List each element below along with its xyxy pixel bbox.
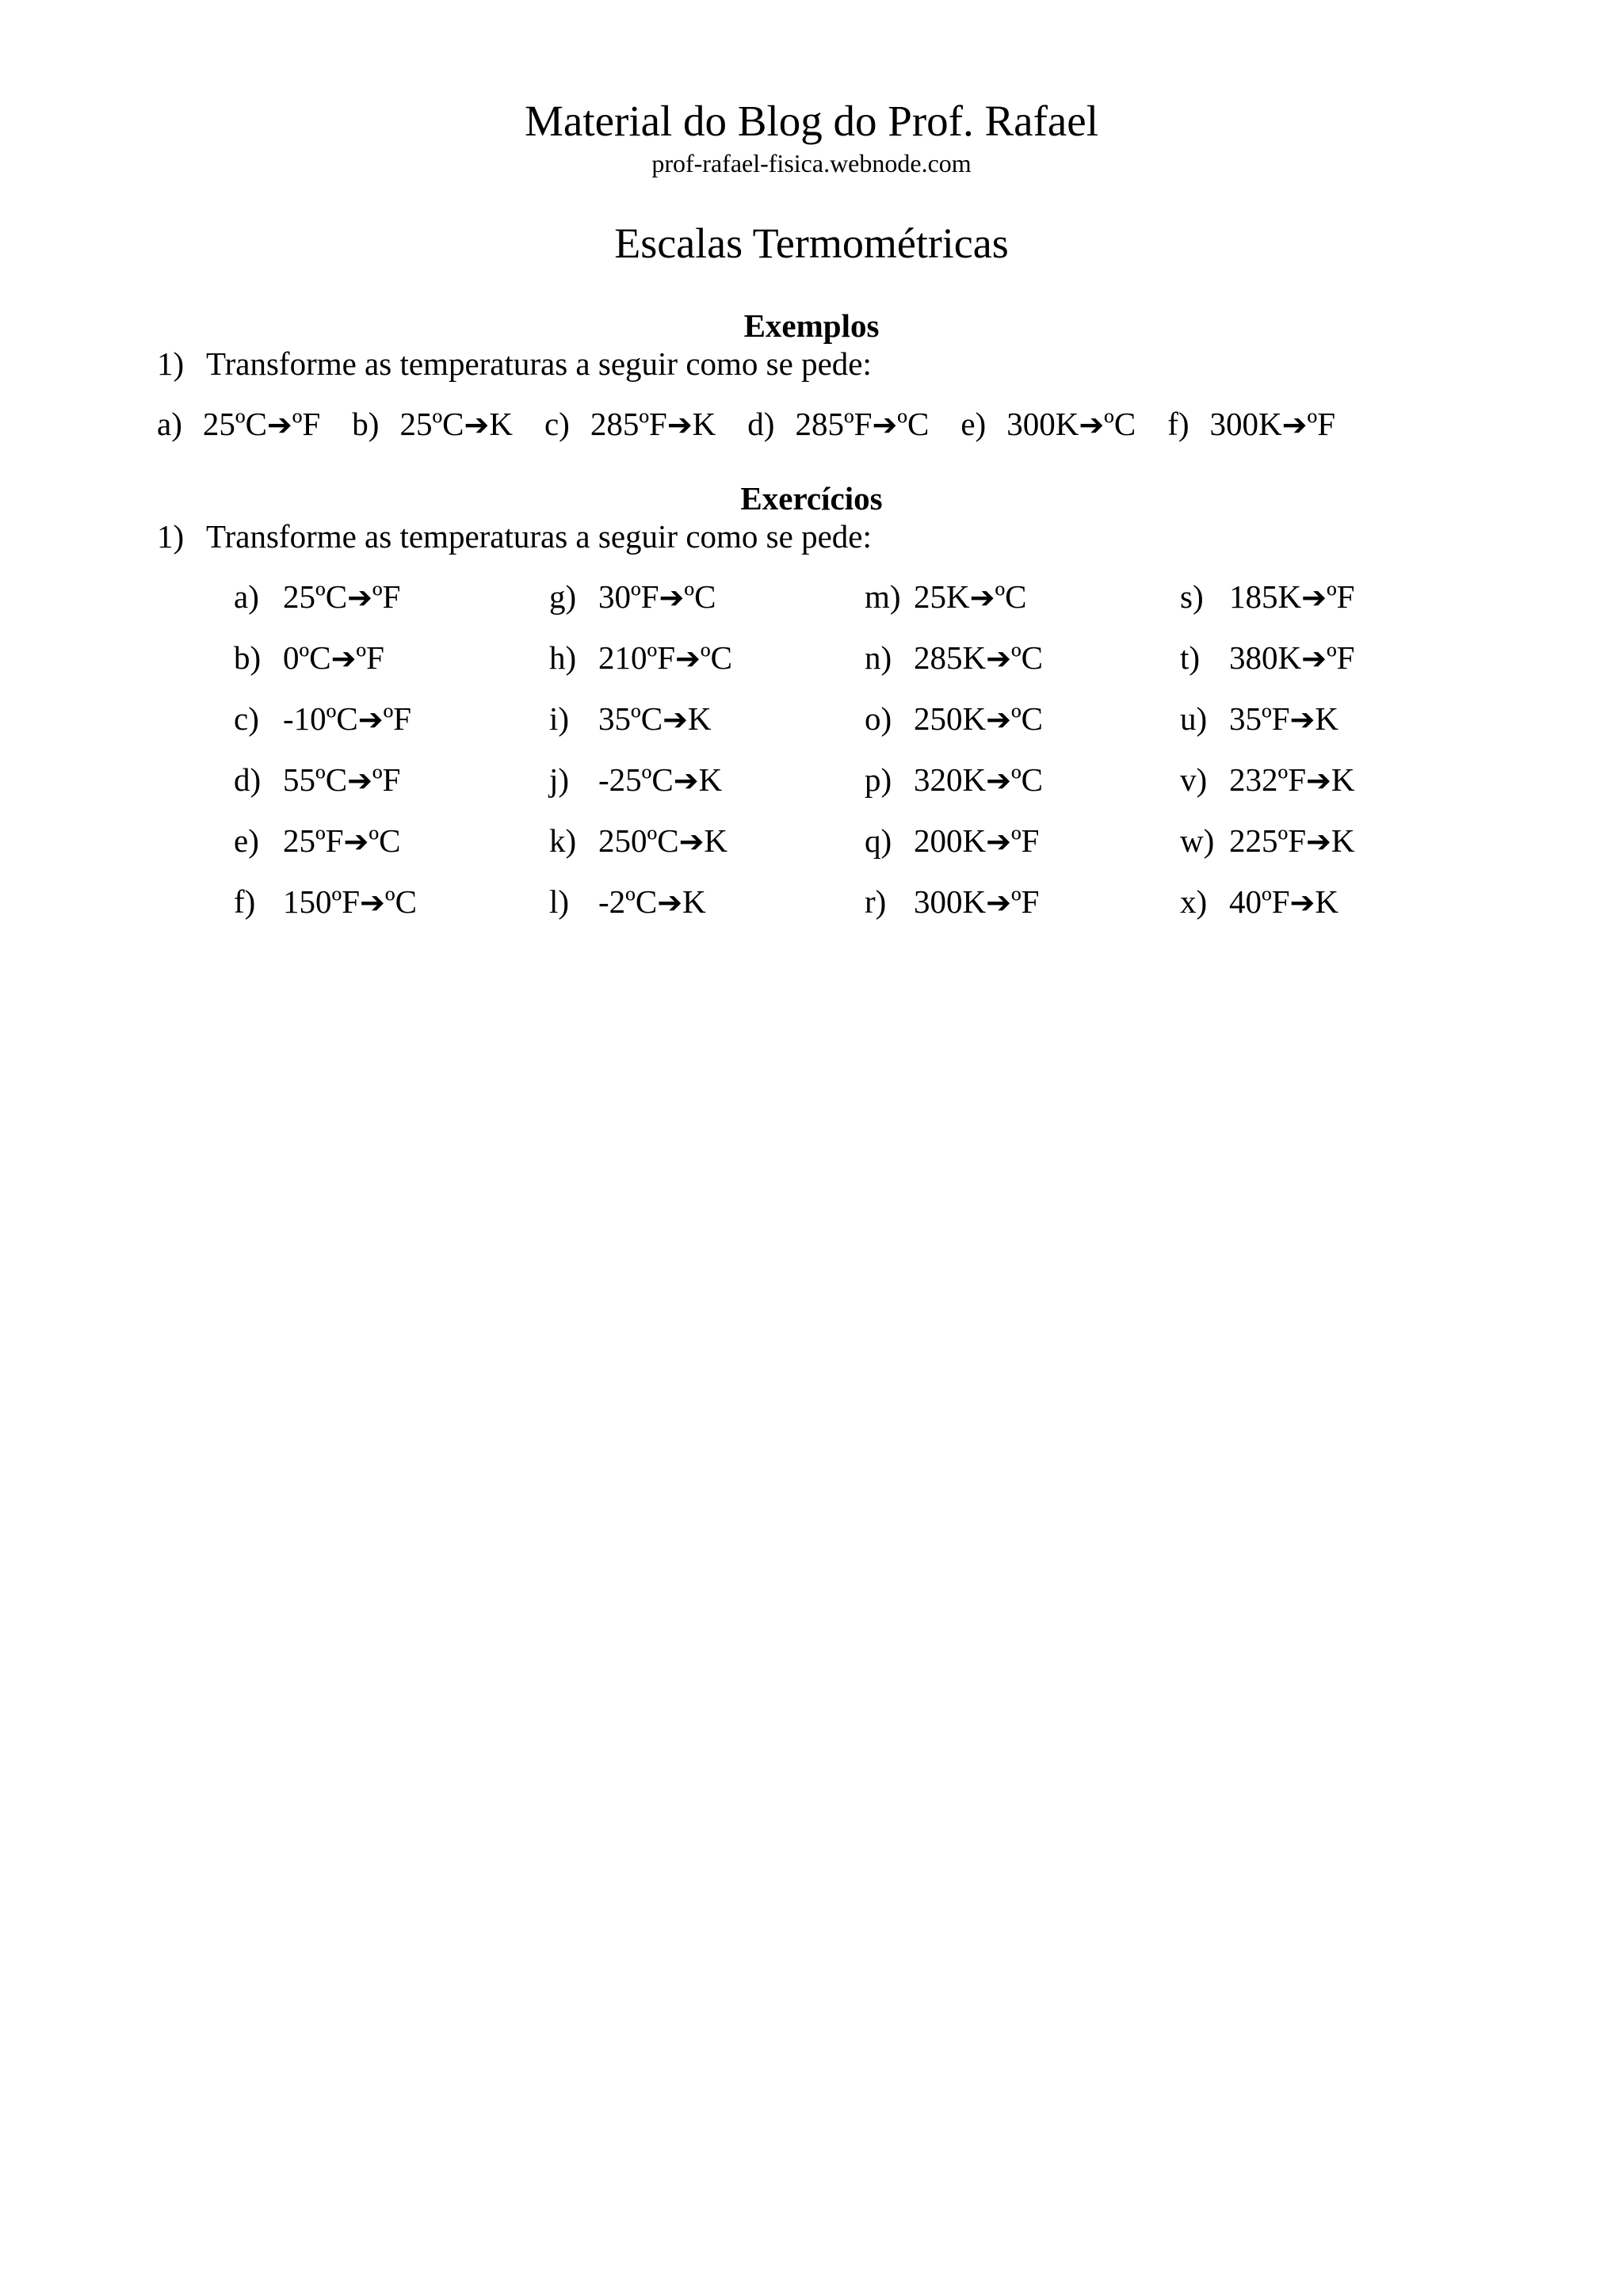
arrow-right-icon: ➔	[357, 702, 384, 737]
conversion-item	[234, 577, 400, 617]
to-unit: K	[682, 883, 706, 920]
arrow-right-icon: ➔	[1281, 407, 1308, 442]
conversion-item	[865, 882, 1039, 922]
to-unit: ºC	[1010, 761, 1044, 798]
item-label: u)	[1180, 700, 1208, 737]
from-value: 320K	[914, 761, 987, 798]
arrow-right-icon: ➔	[666, 407, 693, 442]
item-label: f)	[234, 883, 256, 920]
conversion-item	[865, 638, 1043, 678]
from-value: 285ºF	[795, 406, 873, 442]
conversion-item	[1180, 760, 1354, 800]
from-value: 232ºF	[1229, 761, 1307, 798]
item-label: q)	[865, 822, 892, 859]
arrow-right-icon: ➔	[1289, 702, 1316, 737]
to-unit: ºF	[1326, 639, 1355, 676]
item-label: b)	[234, 639, 262, 676]
arrow-right-icon: ➔	[347, 580, 372, 615]
item-label: e)	[960, 406, 987, 442]
item-label: c)	[544, 406, 570, 442]
arrow-right-icon: ➔	[678, 824, 705, 859]
from-value: 25K	[914, 578, 970, 615]
from-value: -25ºC	[598, 761, 674, 798]
conversion-item	[960, 404, 1136, 444]
item-label: r)	[865, 883, 887, 920]
item-label: h)	[549, 639, 577, 676]
to-unit: ºC	[369, 822, 401, 859]
item-label: w)	[1180, 822, 1215, 859]
arrow-right-icon: ➔	[986, 763, 1011, 798]
item-label: m)	[865, 578, 901, 615]
arrow-right-icon: ➔	[347, 763, 372, 798]
exercises-question	[157, 517, 872, 556]
arrow-right-icon: ➔	[1306, 763, 1331, 798]
conversion-item	[1167, 404, 1335, 444]
arrow-right-icon: ➔	[663, 702, 688, 737]
from-value: 380K	[1229, 639, 1302, 676]
arrow-right-icon: ➔	[1079, 407, 1105, 442]
to-unit: ºF	[292, 406, 321, 442]
from-value: 0ºC	[283, 639, 331, 676]
from-value: 225ºF	[1229, 822, 1307, 859]
blog-title: Material do Blog do Prof. Rafael	[525, 97, 1098, 145]
blog-url: prof-rafael-fisica.webnode.com	[651, 149, 972, 177]
from-value: 300K	[914, 883, 987, 920]
from-value: -10ºC	[283, 700, 358, 737]
conversion-item	[865, 760, 1043, 800]
from-value: 40ºF	[1229, 883, 1290, 920]
conversion-item	[865, 699, 1043, 739]
arrow-right-icon: ➔	[659, 580, 685, 615]
from-value: 30ºF	[598, 578, 659, 615]
to-unit: K	[704, 822, 728, 859]
item-label: d)	[747, 406, 775, 442]
to-unit: ºC	[1104, 406, 1136, 442]
question-text: Transforme as temperaturas a seguir como se pede:	[206, 345, 872, 382]
from-value: 25ºC	[399, 406, 464, 442]
to-unit: ºF	[1326, 578, 1355, 615]
to-unit: K	[489, 406, 513, 442]
conversion-item	[549, 699, 712, 739]
examples-list	[157, 404, 1367, 444]
from-value: 285ºF	[590, 406, 667, 442]
conversion-item	[549, 577, 716, 617]
from-value: 300K	[1209, 406, 1282, 442]
examples-heading: Exemplos	[743, 307, 880, 344]
arrow-right-icon: ➔	[464, 407, 490, 442]
to-unit: ºC	[995, 578, 1027, 615]
question-number: 1)	[157, 345, 185, 382]
item-label: b)	[352, 406, 380, 442]
item-label: a)	[157, 406, 182, 442]
conversion-item	[544, 404, 716, 444]
to-unit: ºC	[1010, 700, 1044, 737]
item-label: f)	[1167, 406, 1190, 442]
arrow-right-icon: ➔	[1306, 824, 1331, 859]
item-label: s)	[1180, 578, 1204, 615]
item-label: n)	[865, 639, 892, 676]
to-unit: K	[1315, 883, 1338, 920]
conversion-item	[1180, 638, 1354, 678]
from-value: 25ºF	[283, 822, 344, 859]
to-unit: K	[1315, 700, 1338, 737]
question-number: 1)	[157, 518, 185, 555]
item-label: k)	[549, 822, 577, 859]
to-unit: ºC	[1010, 639, 1044, 676]
item-label: d)	[234, 761, 262, 798]
conversion-item	[549, 760, 722, 800]
to-unit: ºF	[383, 700, 412, 737]
to-unit: K	[1331, 761, 1355, 798]
from-value: 185K	[1229, 578, 1302, 615]
to-unit: ºC	[684, 578, 716, 615]
arrow-right-icon: ➔	[657, 885, 683, 920]
to-unit: ºF	[372, 578, 401, 615]
exercise-grid	[234, 577, 1502, 957]
conversion-item	[865, 821, 1039, 861]
from-value: 300K	[1006, 406, 1079, 442]
to-unit: ºF	[356, 639, 384, 676]
page-title: Escalas Termométricas	[614, 219, 1009, 267]
from-value: 200K	[914, 822, 987, 859]
to-unit: ºF	[1307, 406, 1336, 442]
item-label: v)	[1180, 761, 1208, 798]
conversion-item	[157, 404, 320, 444]
exercises-heading: Exercícios	[740, 480, 883, 517]
item-label: o)	[865, 700, 892, 737]
item-label: j)	[549, 761, 570, 798]
conversion-item	[234, 821, 400, 861]
to-unit: K	[1331, 822, 1355, 859]
to-unit: K	[692, 406, 716, 442]
arrow-right-icon: ➔	[986, 824, 1011, 859]
from-value: 35ºF	[1229, 700, 1290, 737]
to-unit: ºF	[1010, 883, 1040, 920]
conversion-item	[234, 638, 384, 678]
item-label: t)	[1180, 639, 1201, 676]
item-label: a)	[234, 578, 259, 615]
from-value: 150ºF	[283, 883, 361, 920]
from-value: 210ºF	[598, 639, 676, 676]
conversion-item	[549, 882, 706, 922]
from-value: 55ºC	[283, 761, 348, 798]
arrow-right-icon: ➔	[675, 641, 701, 676]
conversion-item	[865, 577, 1027, 617]
from-value: 285K	[914, 639, 987, 676]
conversion-item	[1180, 699, 1338, 739]
to-unit: ºF	[1010, 822, 1040, 859]
arrow-right-icon: ➔	[872, 407, 898, 442]
examples-question	[157, 344, 872, 383]
arrow-right-icon: ➔	[1301, 641, 1327, 676]
conversion-item	[234, 882, 417, 922]
from-value: 35ºC	[598, 700, 663, 737]
item-label: p)	[865, 761, 892, 798]
item-label: x)	[1180, 883, 1208, 920]
to-unit: ºC	[700, 639, 732, 676]
item-label: e)	[234, 822, 259, 859]
conversion-item	[234, 760, 400, 800]
arrow-right-icon: ➔	[1289, 885, 1316, 920]
to-unit: K	[687, 700, 712, 737]
conversion-item	[1180, 882, 1338, 922]
item-label: i)	[549, 700, 570, 737]
arrow-right-icon: ➔	[330, 641, 357, 676]
from-value: 250K	[914, 700, 987, 737]
item-label: l)	[549, 883, 570, 920]
conversion-item	[234, 699, 411, 739]
conversion-item	[747, 404, 929, 444]
from-value: 25ºC	[283, 578, 348, 615]
arrow-right-icon: ➔	[343, 824, 369, 859]
question-text: Transforme as temperaturas a seguir como se pede:	[206, 518, 872, 555]
arrow-right-icon: ➔	[986, 885, 1011, 920]
from-value: 25ºC	[202, 406, 267, 442]
conversion-item	[1180, 821, 1354, 861]
conversion-item	[1180, 577, 1354, 617]
to-unit: ºC	[897, 406, 930, 442]
from-value: 250ºC	[598, 822, 679, 859]
arrow-right-icon: ➔	[266, 407, 292, 442]
to-unit: ºC	[384, 883, 417, 920]
arrow-right-icon: ➔	[986, 702, 1011, 737]
arrow-right-icon: ➔	[673, 763, 699, 798]
arrow-right-icon: ➔	[360, 885, 385, 920]
to-unit: ºF	[372, 761, 401, 798]
conversion-item	[352, 404, 513, 444]
item-label: g)	[549, 578, 577, 615]
conversion-item	[549, 638, 732, 678]
from-value: -2ºC	[598, 883, 658, 920]
to-unit: K	[698, 761, 723, 798]
conversion-item	[549, 821, 727, 861]
arrow-right-icon: ➔	[986, 641, 1011, 676]
arrow-right-icon: ➔	[1301, 580, 1327, 615]
item-label: c)	[234, 700, 259, 737]
arrow-right-icon: ➔	[969, 580, 995, 615]
